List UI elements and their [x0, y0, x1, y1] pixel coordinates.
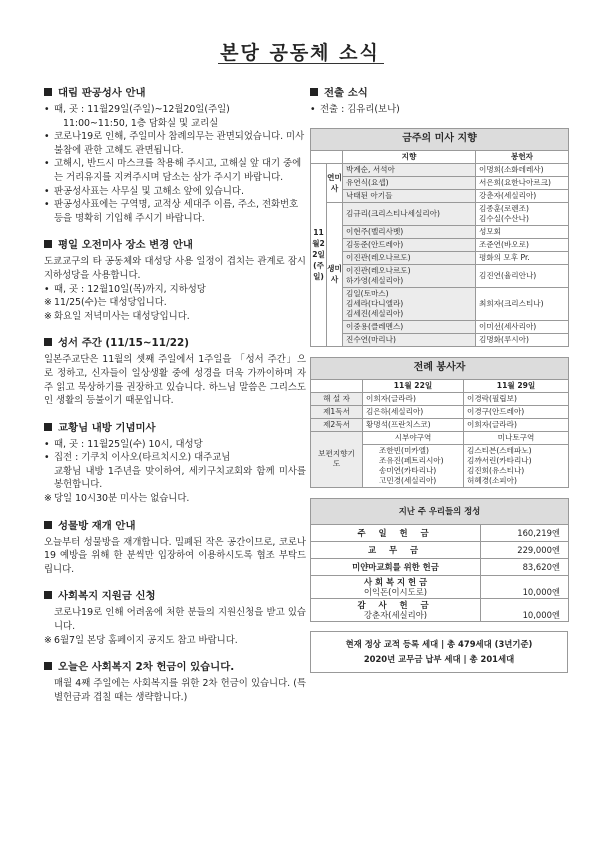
notice-text: 11:00~11:50, 1층 담화실 및 교리실: [63, 117, 219, 129]
section-title: 성서 주간 (11/15~11/22): [58, 337, 190, 350]
table-row: [311, 598, 569, 621]
offerer-cell: 이미선(세사리아): [476, 320, 569, 333]
role-cell: 제2독서: [311, 418, 363, 431]
table-row: [311, 575, 569, 598]
notice-section: [44, 419, 306, 506]
notice-text: 판공성사표에는 구역명, 교적상 세대주 이름, 주소, 전화번호 등을 명확히 기입해 주시기 바랍니다.: [54, 199, 299, 224]
section-title: 오늘은 사회복지 2차 헌금이 있습니다.: [58, 661, 235, 674]
transfer-line: • 전출 : 김유리(보나): [310, 104, 400, 115]
notice-section: [44, 587, 306, 647]
stats-line: 2020년 교무금 납부 세대 | 총 201세대: [363, 653, 515, 664]
intention-cell: 유연식(요셉): [343, 176, 476, 189]
notice-line: [44, 451, 306, 465]
offering-donor: 이익돈(이시도로): [363, 586, 428, 597]
table-title: 금주의 미사 지향: [311, 128, 569, 150]
offering-name: 미얀마교회를 위한 헌금: [352, 561, 439, 572]
server-cell: 이희자(글라라): [363, 392, 464, 405]
offerer-cell: 강춘자(세실리아): [476, 189, 569, 202]
bullet-square-icon: [44, 521, 52, 529]
offering-amount: 10,000엔: [481, 575, 569, 598]
table-row: [311, 418, 569, 431]
bullet-square-icon: [44, 88, 52, 96]
table-row: [311, 320, 569, 333]
bullet-square-icon: [44, 662, 52, 670]
section-title: 성물방 재개 안내: [58, 519, 136, 532]
bullet-marker: •: [44, 283, 50, 295]
notice-paragraph: 일본주교단은 11월의 셋째 주일에서 1주일을 「성서 주간」으로 정하고, 신자들이 일상생활 중에 성경을 더욱 가까이하며 자주 읽고 묵상하기를 권장하고 있습니다. 하느님 말씀은 그리스도인 생활의 등불이기 때문입니다.: [44, 354, 306, 407]
liturgy-servers-table: [310, 357, 569, 488]
intention-cell: 이중용(클레멘스): [343, 320, 476, 333]
offerer-cell: 김진연(율리안나): [476, 264, 569, 287]
bullet-square-icon: [44, 591, 52, 599]
intention-cell: 박계순, 서석아: [343, 163, 476, 176]
district-header: 시부야구역: [363, 431, 464, 444]
offering-label: [311, 541, 481, 558]
notice-text: 판공성사표는 사무실 및 고해소 앞에 있습니다.: [54, 185, 244, 197]
right-column: [310, 84, 568, 673]
notice-text: 고해시, 반드시 마스크를 착용해 주시고, 고해실 앞 대기 중에는 거리유지를 지켜주시며 담소는 삼가 주시기 바랍니다.: [54, 158, 302, 183]
offering-label: [311, 524, 481, 541]
table-row: [311, 225, 569, 238]
offering-label: [311, 598, 481, 621]
bullet-square-icon: [44, 338, 52, 346]
notice-paragraph: 매월 4째 주일에는 사회복지를 위한 2차 헌금이 있습니다. (특별헌금과 겹칠 때는 생략합니다.): [54, 678, 306, 703]
page-title: 본당 공동체 소식: [220, 42, 380, 64]
notice-text: 때, 곳 : 11월29일(주일)~12월20일(주일): [54, 104, 230, 115]
table-row: [311, 524, 569, 541]
section-heading: [44, 84, 306, 99]
section-title: 사회복지 지원금 신청: [58, 590, 156, 603]
notice-line: [44, 310, 306, 324]
offerer-cell: 김명화(루시아): [476, 333, 569, 346]
left-column: [44, 84, 306, 715]
bullet-marker: •: [44, 158, 50, 170]
mass-type-label: 생미사: [327, 202, 343, 346]
bullet-square-icon: [44, 240, 52, 248]
bullet-square-icon: [310, 88, 318, 96]
offering-amount: 229,000엔: [481, 541, 569, 558]
offerer-cell: 성모회: [476, 225, 569, 238]
intention-cell: 김규리(크리스티나세실리아): [343, 202, 476, 225]
table-row: [311, 541, 569, 558]
notice-text: 때, 곳 : 12월10일(목)까지, 지하성당: [54, 283, 206, 295]
notice-paragraph: 도쿄교구의 타 공동체와 대성당 사용 일정이 겹치는 관계로 잠시 지하성당을 사용합니다.: [44, 256, 306, 281]
section-heading: [44, 419, 306, 434]
intention-cell: 낙태된 아기들: [343, 189, 476, 202]
bullet-marker: •: [44, 104, 50, 115]
notice-section: [44, 236, 306, 323]
header-spacer: [311, 379, 363, 392]
server-cell: 황명석(프란치스코): [363, 418, 464, 431]
offering-label: [311, 558, 481, 575]
offerer-cell: 서은희(요한나아르크): [476, 176, 569, 189]
role-cell: 보편지향기 도: [311, 431, 363, 487]
intention-cell: 이현주(벨리사벳): [343, 225, 476, 238]
title-underline: [218, 63, 384, 64]
offering-amount: 10,000엔: [481, 598, 569, 621]
notice-paragraph: 교황님 내방 1주년을 맞이하여, 세키구치교회와 함께 미사를 봉헌합니다.: [54, 465, 306, 491]
offering-name: 감 사 헌 금: [357, 599, 434, 610]
section-heading: [44, 517, 306, 532]
server-cell: 김은하(세실리아): [363, 405, 464, 418]
table-row: [311, 238, 569, 251]
offering-amount: 83,620엔: [481, 558, 569, 575]
notice-line: [44, 185, 306, 199]
notice-line: [44, 130, 306, 157]
col-header-intention: 지향: [343, 150, 476, 163]
notice-text: 6월7일 본당 홈페이지 공지도 참고 바랍니다.: [54, 634, 238, 646]
table-row: [311, 287, 569, 320]
table-row: [311, 405, 569, 418]
table-row: [311, 333, 569, 346]
bullet-marker: ※: [44, 493, 52, 505]
notice-section: [44, 517, 306, 577]
bullet-marker: •: [44, 199, 50, 211]
mass-type-label: 연미사: [327, 163, 343, 202]
offering-name: 사 회 복 지 헌 금: [363, 576, 428, 587]
notice-paragraph: 오늘부터 성물방을 재개합니다. 밀폐된 작은 공간이므로, 코로나19 예방을 위해 한 분씩만 입장하여 이용하시도록 협조 부탁드립니다.: [44, 536, 306, 575]
server-cell: 이경구(안드레아): [464, 405, 569, 418]
notice-text: 화요일 저녁미사는 대성당입니다.: [54, 310, 190, 322]
intention-cell: 이진관(레오나르도) 하가영(세실리아): [343, 264, 476, 287]
notice-line: [44, 492, 306, 506]
offerings-table: [310, 498, 569, 622]
table-row: [311, 189, 569, 202]
bullet-marker: •: [44, 131, 50, 143]
col-header-date: 11월 29일: [464, 379, 569, 392]
offerer-cell: 조준연(바오로): [476, 238, 569, 251]
stats-line: 현재 정상 교적 등록 세대 | 총 479세대 (3년기준): [345, 638, 533, 649]
offering-name: 교 무 금: [367, 544, 424, 555]
offerer-cell: 김종훈(로렌조) 김수실(수산나): [476, 202, 569, 225]
col-header-offerer: 봉헌자: [476, 150, 569, 163]
table-title: 전례 봉사자: [311, 357, 569, 379]
server-list-cell: 김스티븐(스테파노) 김꺄서린(카타리나) 김진희(유스티나) 허혜경(소피아): [464, 444, 569, 487]
intention-cell: 김동준(안드레아): [343, 238, 476, 251]
section-heading: [44, 236, 306, 251]
notice-text: 코로나19로 인해, 주일미사 참례의무는 관면되었습니다. 미사불참에 관한 고해도 관면됩니다.: [54, 131, 305, 156]
notice-line: [44, 103, 306, 117]
server-cell: 이경락(필립보): [464, 392, 569, 405]
offerer-cell: 평화의 모후 Pr.: [476, 251, 569, 264]
intention-cell: 김일(토마스) 김세라(다니엘라) 김세진(세실리아): [343, 287, 476, 320]
notice-line: [44, 634, 306, 648]
section-title: 대림 판공성사 안내: [58, 87, 146, 99]
section-title: 평일 오전미사 장소 변경 안내: [58, 239, 193, 252]
section-heading: [44, 658, 306, 673]
server-list-cell: 조한빈(미카엘) 조유진(페트리시아) 송미연(카타리나) 고민경(세실리아): [363, 444, 464, 487]
notice-line: [44, 198, 306, 225]
section-heading: [44, 334, 306, 349]
bullet-marker: ※: [44, 297, 52, 309]
notice-line: [44, 117, 306, 131]
role-cell: 해 설 자: [311, 392, 363, 405]
table-row: [311, 163, 569, 176]
bullet-marker: •: [44, 438, 50, 450]
table-row: [311, 558, 569, 575]
notice-paragraph: 코로나19로 인해 어려움에 처한 분들의 지원신청을 받고 있습니다.: [54, 607, 306, 633]
section-title: 교황님 내방 기념미사: [58, 421, 156, 434]
offerer-cell: 최희자(크리스티나): [476, 287, 569, 320]
parish-stats-box: [310, 631, 568, 673]
col-header-date: 11월 22일: [363, 379, 464, 392]
table-row: [311, 392, 569, 405]
notice-text: 11/25(수)는 대성당입니다.: [54, 297, 167, 309]
role-cell: 제1독서: [311, 405, 363, 418]
table-title: 지난 주 우리들의 정성: [311, 498, 569, 524]
bullet-marker: ※: [44, 634, 52, 646]
notice-text: 당일 10시30분 미사는 없습니다.: [54, 493, 190, 505]
bullet-marker: •: [44, 452, 50, 464]
intention-cell: 이진관(레오나르도): [343, 251, 476, 264]
table-row: [311, 264, 569, 287]
offering-label: [311, 575, 481, 598]
transfer-section: [310, 84, 568, 117]
intention-cell: 진수연(마리나): [343, 333, 476, 346]
offering-amount: 160,219엔: [481, 524, 569, 541]
notice-section: [44, 84, 306, 225]
district-header: 미나토구역: [464, 431, 569, 444]
section-heading: [44, 587, 306, 602]
server-cell: 이희자(글라라): [464, 418, 569, 431]
bullet-square-icon: [44, 423, 52, 431]
notice-line: [44, 157, 306, 184]
table-row: [311, 202, 569, 225]
bullet-marker: ※: [44, 310, 52, 322]
notice-line: [44, 283, 306, 297]
mass-date-label: 11월22일(주일): [311, 163, 327, 346]
notice-line: [44, 296, 306, 310]
notice-line: [44, 438, 306, 452]
header-spacer: [311, 150, 343, 163]
notice-section: [44, 658, 306, 704]
offering-donor: 강춘자(세실리아): [363, 609, 428, 620]
bullet-marker: •: [44, 185, 50, 197]
notice-text: 때, 곳 : 11월25일(수) 10시, 대성당: [54, 438, 203, 450]
mass-intentions-table: [310, 128, 569, 347]
offerer-cell: 이명희(소화데레사): [476, 163, 569, 176]
notice-text: 집전 : 기쿠치 이사오(타르치시오) 대주교님: [54, 452, 231, 464]
section-heading: 전출 소식: [310, 84, 568, 99]
table-row: [311, 176, 569, 189]
notice-section: [44, 334, 306, 407]
table-row: [311, 251, 569, 264]
offering-name: 주 일 헌 금: [357, 527, 434, 538]
